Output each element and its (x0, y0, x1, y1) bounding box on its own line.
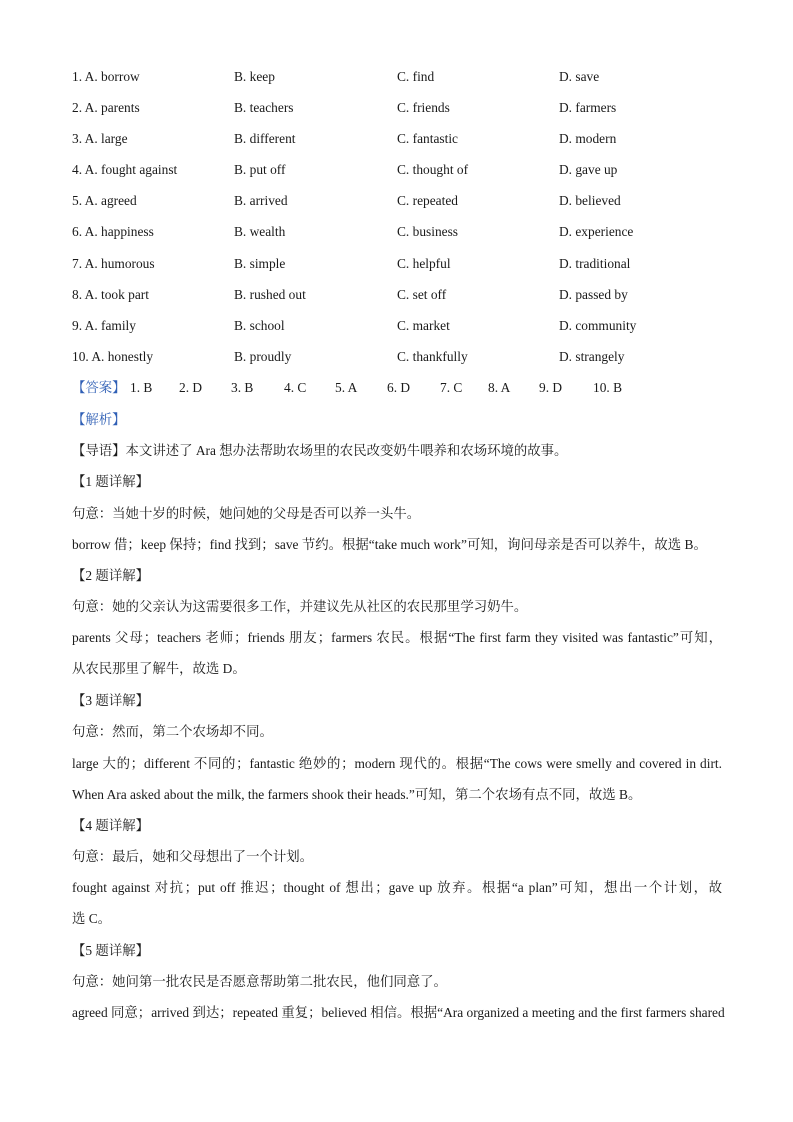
q5-explain-1: agreed 同意；arrived 到达；repeated 重复；believed 相信。根据“Ara organized a meeting and the first farmers shared (72, 1005, 725, 1020)
option-cell: B. wealth (234, 224, 286, 239)
q3-meaning: 句意：然而，第二个农场却不同。 (72, 724, 273, 739)
analysis-label: 【解析】 (72, 412, 126, 427)
q4-explain-1: fought against 对抗；put off 推迟；thought of 想出；gave up 放弃。根据“a plan”可知，想出一个计划，故 (72, 880, 722, 895)
option-cell: D. gave up (559, 162, 618, 177)
option-row (72, 160, 732, 180)
option-cell: D. community (559, 318, 637, 333)
option-row (72, 67, 732, 87)
answer-item: 9. D (539, 380, 563, 395)
option-cell: D. believed (559, 193, 621, 208)
option-cell: 1. A. borrow (72, 69, 140, 84)
answer-item: 4. C (284, 380, 307, 395)
option-cell: C. set off (397, 287, 447, 302)
q1-meaning: 句意：当她十岁的时候，她问她的父母是否可以养一头牛。 (72, 506, 421, 521)
option-cell: D. passed by (559, 287, 628, 302)
option-cell: 6. A. happiness (72, 224, 154, 239)
option-cell: C. thankfully (397, 349, 468, 364)
option-cell: C. fantastic (397, 131, 458, 146)
option-cell: C. repeated (397, 193, 458, 208)
option-cell: D. modern (559, 131, 617, 146)
q3-explain-1: large 大的；different 不同的；fantastic 绝妙的；modern 现代的。根据“The cows were smelly and covered in dirt. (72, 756, 722, 771)
option-row (72, 222, 732, 242)
option-row (72, 191, 732, 211)
answer-item: 3. B (231, 380, 254, 395)
option-cell: B. simple (234, 256, 286, 271)
answer-item: 8. A (488, 380, 511, 395)
option-cell: C. market (397, 318, 450, 333)
q1-explain: borrow 借；keep 保持；find 找到；save 节约。根据“take much work”可知，询问母亲是否可以养牛，故选 B。 (72, 537, 707, 552)
answer-label: 【答案】 (72, 380, 126, 395)
answer-item: 2. D (179, 380, 203, 395)
option-cell: B. different (234, 131, 296, 146)
option-cell: C. thought of (397, 162, 469, 177)
q1-heading: 【1 题详解】 (72, 474, 149, 489)
answer-item: 10. B (593, 380, 623, 395)
option-cell: 3. A. large (72, 131, 128, 146)
q5-heading: 【5 题详解】 (72, 943, 149, 958)
q4-meaning: 句意：最后，她和父母想出了一个计划。 (72, 849, 314, 864)
answer-item: 5. A (335, 380, 358, 395)
option-cell: B. rushed out (234, 287, 306, 302)
option-cell: D. strangely (559, 349, 625, 364)
q5-meaning: 句意：她问第一批农民是否愿意帮助第二批农民，他们同意了。 (72, 974, 447, 989)
option-row (72, 285, 732, 305)
option-cell: B. keep (234, 69, 275, 84)
answer-item: 6. D (387, 380, 411, 395)
option-cell: C. business (397, 224, 459, 239)
option-cell: C. find (397, 69, 435, 84)
guide-text: 【导语】本文讲述了 Ara 想办法帮助农场里的农民改变奶牛喂养和农场环境的故事。 (72, 443, 568, 458)
option-row (72, 316, 732, 336)
q3-explain-2: When Ara asked about the milk, the farmers shook their heads.”可知，第二个农场有点不同，故选 B。 (72, 787, 642, 802)
q2-heading: 【2 题详解】 (72, 568, 149, 583)
option-cell: D. save (559, 69, 600, 84)
option-cell: C. helpful (397, 256, 451, 271)
option-cell: D. traditional (559, 256, 631, 271)
option-cell: 4. A. fought against (72, 162, 178, 177)
option-cell: 5. A. agreed (72, 193, 137, 208)
option-cell: B. put off (234, 162, 286, 177)
q2-meaning: 句意：她的父亲认为这需要很多工作，并建议先从社区的农民那里学习奶牛。 (72, 599, 528, 614)
option-cell: B. teachers (234, 100, 294, 115)
option-cell: 8. A. took part (72, 287, 149, 302)
q4-explain-2: 选 C。 (72, 911, 112, 926)
q3-heading: 【3 题详解】 (72, 693, 149, 708)
option-cell: 9. A. family (72, 318, 136, 333)
answer-line (72, 378, 722, 398)
q2-explain-1: parents 父母；teachers 老师；friends 朋友；farmers 农民。根据“The first farm they visited was fantastic”可知， (72, 630, 722, 645)
answer-item: 1. B (130, 380, 153, 395)
answer-item: 7. C (440, 380, 463, 395)
option-cell: C. friends (397, 100, 450, 115)
q2-explain-2: 从农民那里了解牛，故选 D。 (72, 661, 246, 676)
option-row (72, 254, 732, 274)
option-cell: 2. A. parents (72, 100, 140, 115)
option-row (72, 347, 732, 367)
option-cell: 10. A. honestly (72, 349, 154, 364)
option-cell: B. proudly (234, 349, 292, 364)
q4-heading: 【4 题详解】 (72, 818, 149, 833)
option-cell: D. experience (559, 224, 634, 239)
option-cell: B. arrived (234, 193, 288, 208)
option-cell: B. school (234, 318, 285, 333)
option-cell: 7. A. humorous (72, 256, 155, 271)
option-row (72, 129, 732, 149)
option-row (72, 98, 732, 118)
option-cell: D. farmers (559, 100, 617, 115)
